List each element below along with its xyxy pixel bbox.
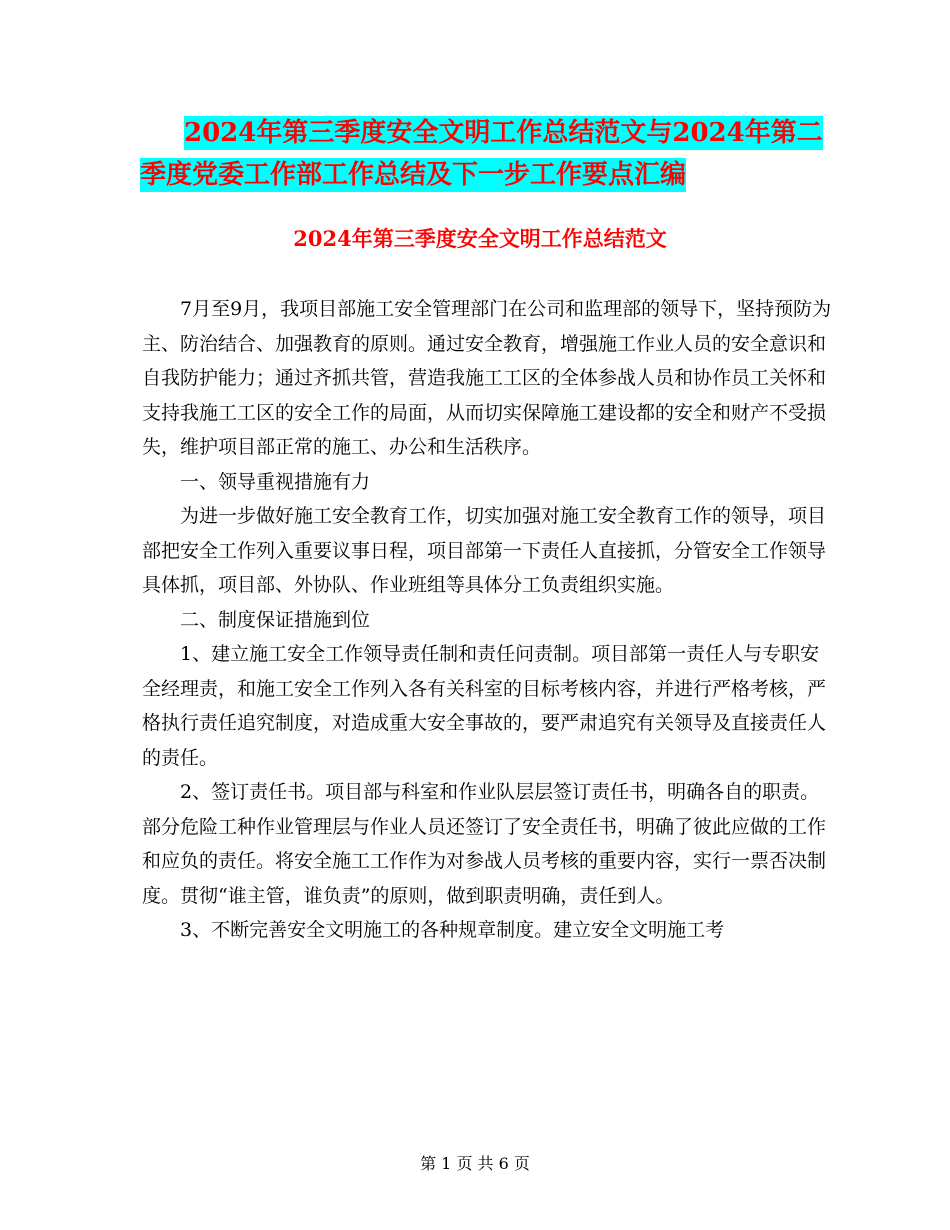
paragraph-item-1: 1、建立施工安全工作领导责任制和责任问责制。项目部第一责任人与专职安全经理责，和施工安全工作列入各有关科室的目标考核内容，并进行严格考核，严格执行责任追究制度，对造成重大安全事故的，要严肃追究有关领导及直接责任人的责任。 xyxy=(142,643,827,769)
section-title: 2024年第三季度安全文明工作总结范文 xyxy=(293,226,667,251)
document-title xyxy=(140,112,840,196)
paragraph-intro: 7月至9月，我项目部施工安全管理部门在公司和监理部的领导下，坚持预防为主、防治结合、加强教育的原则。通过安全教育，增强施工作业人员的安全意识和自我防护能力；通过齐抓共管，营造我施工工区的全体参战人员和协作员工关怀和支持我施工工区的安全工作的局面，从而切实保障施工建设都的安全和财产不受损失，维护项目部正常的施工、办公和生活秩序。 xyxy=(142,298,832,458)
paragraph-item-2: 2、签订责任书。项目部与科室和作业队层层签订责任书，明确各自的职责。部分危险工种作业管理层与作业人员还签订了安全责任书，明确了彼此应做的工作和应负的责任。将安全施工工作作为对参战人员考核的重要内容，实行一票否决制度。贯彻“谁主管，谁负责”的原则，做到职责明确，责任到人。 xyxy=(142,781,827,907)
heading-system: 二、制度保证措施到位 xyxy=(180,608,371,631)
document-body xyxy=(142,292,832,948)
title-line-1: 2024年第三季度安全文明工作总结范文与2024年第二 xyxy=(184,118,823,148)
title-line-2: 季度党委工作部工作总结及下一步工作要点汇编 xyxy=(140,160,687,190)
paragraph-item-3: 3、不断完善安全文明施工的各种规章制度。建立安全文明施工考 xyxy=(180,919,725,941)
heading-leadership: 一、领导重视措施有力 xyxy=(180,470,371,493)
paragraph-leadership: 为进一步做好施工安全教育工作，切实加强对施工安全教育工作的领导，项目部把安全工作列入重要议事日程，项目部第一下责任人直接抓，分管安全工作领导具体抓，项目部、外协队、作业班组等具体分工负责组织实施。 xyxy=(142,505,827,596)
page-number-footer: 第 1 页 共 6 页 xyxy=(420,1154,530,1173)
